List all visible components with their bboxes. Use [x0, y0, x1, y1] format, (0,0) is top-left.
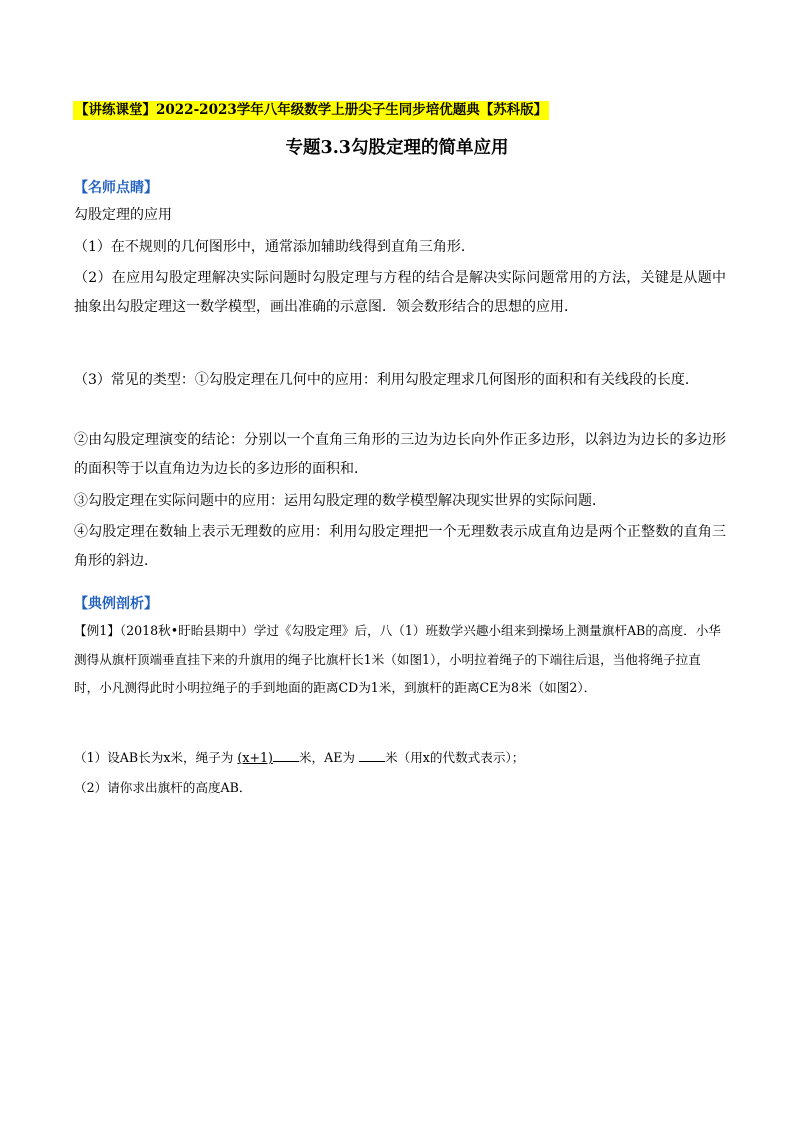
- q1-prefix: （1）设AB长为x米，绳子为: [74, 750, 234, 765]
- paragraph-4: ②由勾股定理演变的结论：分别以一个直角三角形的三边为边长向外作正多边形，以斜边为边长的多边形的面积等于以直角边为边长的多边形的面积和．: [74, 432, 726, 477]
- q1-mid: 米，AE为: [298, 750, 355, 765]
- section-heading-tips: 【名师点睛】: [74, 180, 158, 196]
- paragraph-6: ④勾股定理在数轴上表示无理数的应用：利用勾股定理把一个无理数表示成直角边是两个正整数的直角三角形的斜边．: [74, 524, 726, 569]
- paragraph-3: （3）常见的类型：①勾股定理在几何中的应用：利用勾股定理求几何图形的面积和有关线段的长度．: [74, 372, 699, 388]
- q1-suffix: 米（用x的代数式表示）；: [385, 750, 525, 765]
- paragraph-1: （1）在不规则的几何图形中，通常添加辅助线得到直角三角形．: [74, 239, 475, 255]
- example-source: （2018秋•盱眙县期中）: [119, 623, 254, 638]
- series-banner: 【讲练课堂】2022-2023学年八年级数学上册尖子生同步培优题典【苏科版】: [75, 102, 548, 118]
- subheading-application: 勾股定理的应用: [74, 207, 172, 223]
- q1-blank-ae: [359, 749, 385, 762]
- question-1: [74, 744, 724, 773]
- example-label: 【例1】: [74, 623, 120, 638]
- question-2: （2）请你求出旗杆的高度AB．: [74, 780, 252, 795]
- paragraph-2: （2）在应用勾股定理解决实际问题时勾股定理与方程的结合是解决实际问题常用的方法，关键是从题中抽象出勾股定理这一数学模型，画出准确的示意图．领会数形结合的思想的应用．: [74, 270, 726, 315]
- section-heading-examples: 【典例剖析】: [74, 596, 158, 612]
- example-text: 学过《勾股定理》后，八（1）班数学兴趣小组来到操场上测量旗杆AB的高度．小华测得从旗杆顶端垂直挂下来的升旗用的绳子比旗杆长1米（如图1），小明拉着绳子的下端往后退，当他将绳子拉直时，小凡测得此时小明拉绳子的手到地面的距离CD为1米，到旗杆的距离CE为8米（如图2）．: [74, 623, 721, 695]
- q1-blank-underline: [273, 749, 299, 762]
- paragraph-5: ③勾股定理在实际问题中的应用：运用勾股定理的数学模型解决现实世界的实际问题．: [74, 493, 606, 509]
- page-title: 专题3.3勾股定理的简单应用: [285, 138, 509, 158]
- example-1: [74, 617, 724, 703]
- q1-answer-rope: (x+1): [237, 750, 273, 765]
